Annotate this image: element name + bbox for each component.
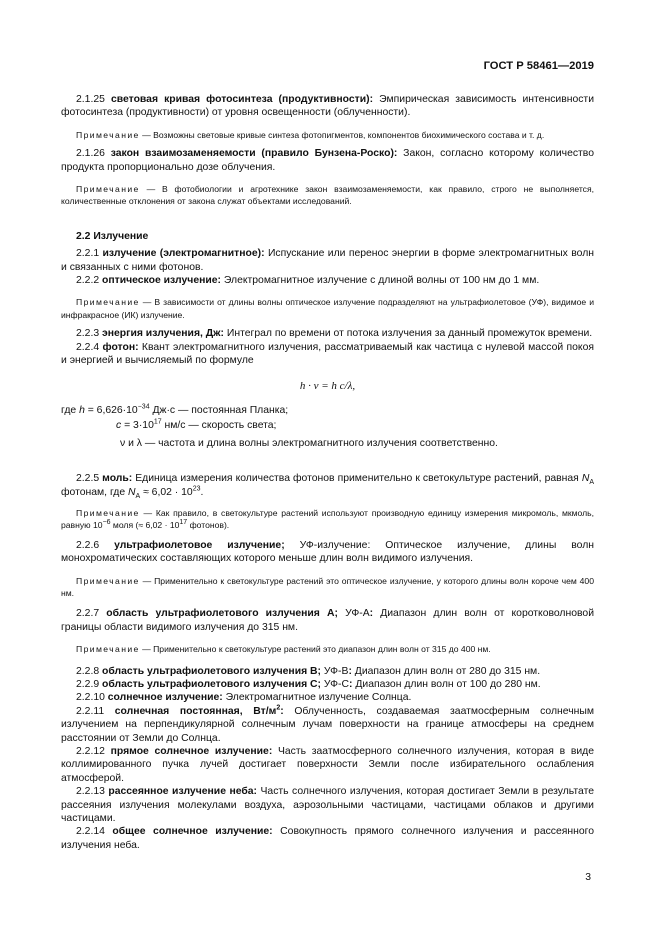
definition: Диапазон длин волн от 280 до 315 нм.	[351, 665, 541, 677]
legend-planck: где $h = 6,626\cdot 10^{-34}$ Дж·с — постоянная Планка;	[61, 403, 289, 416]
note-text: — Возможны световые кривые синтеза фотопигментов, компонентов биохимического состава и т. д.	[139, 129, 545, 140]
term-title: солнечное излучение:	[107, 692, 223, 704]
page-number: 3	[585, 872, 591, 883]
definition: Закон, согласно которому количество продукта пропорционально дозе облучения.	[61, 148, 594, 173]
clause-number: 2.2.14	[76, 826, 113, 838]
term-title: световая кривая фотосинтеза (продуктивности):	[110, 94, 374, 105]
clause-number: 2.1.26	[76, 148, 111, 160]
definition: Диапазон длин волн от 100 до 280 нм.	[352, 679, 541, 690]
photon-formula: h · ν = h c/λ,	[299, 379, 356, 392]
clause-number: 2.2.8	[76, 665, 102, 677]
note-label: Примечание	[76, 297, 140, 308]
definition: Совокупность прямого солнечного излучения и рассеянного излучения неба.	[61, 826, 594, 851]
note-label: Примечание	[76, 129, 140, 140]
legend-frequency-wavelength: ν и λ — частота и длина волны электромагнитного излучения соответственно.	[120, 437, 498, 449]
clause-number: 2.2.12	[76, 746, 111, 758]
term-2-2-4	[61, 341, 594, 368]
note-label: Примечание	[76, 644, 140, 655]
definition: Испускание или перенос энергии в форме электромагнитных волн и связанных с ними фотонов.	[61, 248, 595, 273]
legend-speed-of-light: $c = 3\cdot 10^{17}$ нм/с — скорость света;	[116, 418, 277, 432]
term-title: оптическое излучение:	[102, 275, 221, 287]
note-2-2-5: Примечание — Как правило, в светокультуре растений используют производную единицу измерения микромоль, мкмоль, равную $10^{-6}$ моля (≈ $6,02 \cdot 10^{17}$ фотонов).	[61, 507, 594, 531]
term-2-2-8: 2.2.8 область ультрафиолетового излучения В; УФ-В: Диапазон длин волн от 280 до 315 нм.	[76, 665, 541, 677]
term-2-2-1	[61, 247, 594, 274]
term-2-2-13	[61, 785, 594, 825]
term-title: прямое солнечное излучение:	[110, 746, 273, 758]
note-text: — В фотобиологии и агротехнике закон взаимозаменяемости, как правило, строго не выполняется, количественные отклонения от закона служат объектами исследований.	[61, 184, 594, 207]
clause-number: 2.2.13	[76, 786, 109, 798]
definition: Часть заатмосферного солнечного излучения, которая в виде коллимированного пучка лучей достигает поверхности Земли после избирательного ослабления атмосферой.	[61, 746, 594, 784]
term-title: ультрафиолетовое излучение;	[114, 539, 285, 551]
clause-number: 2.2.9	[76, 679, 102, 690]
term-2-1-26	[61, 147, 594, 174]
term-2-2-6	[61, 539, 594, 566]
term-2-2-14	[61, 825, 594, 852]
term-title: область ультрафиолетового излучения А;	[106, 608, 338, 620]
clause-number: 2.2.2	[76, 275, 102, 287]
term-2-2-7: 2.2.7 область ультрафиолетового излучения А; УФ-А: Диапазон длин волн от коротковолновой границы области видимого излучения до 315 нм.	[61, 608, 595, 633]
note-label: Примечание	[76, 575, 140, 586]
definition: Облученность, создаваемая заатмосферным солнечным излучением на перпендикулярной солнечным лучам поверхности на границе атмосферы на среднем расстоянии от Земли до Солнца.	[61, 705, 594, 744]
term-title: закон взаимозаменяемости (правило Бунзена-Роско):	[110, 148, 398, 160]
term-2-2-5: 2.2.5 моль: Единица измерения количества фотонов применительно к светокультуре растений, равная $N_A$ фотонам, где $N_A \approx 6,02 \cdot 10^{23}$.	[61, 473, 595, 500]
definition: Эмпирическая зависимость интенсивности фотосинтеза (продуктивности) от уровня освещенности (облученности).	[61, 94, 594, 119]
term-2-2-9: 2.2.9 область ультрафиолетового излучения С; УФ-С: Диапазон длин волн от 100 до 280 нм.	[76, 679, 541, 690]
note-label: Примечание	[76, 184, 140, 195]
term-2-2-10	[61, 691, 594, 704]
definition: УФ-излучение: Оптическое излучение, длины волн монохроматических составляющих которого меньше длин волн видимого излучения.	[61, 539, 595, 565]
note-text: — Применительно к светокультуре растений это оптическое излучение, у которого длины волн короче чем 400 нм.	[61, 575, 594, 598]
clause-number: 2.2.10	[76, 692, 108, 704]
definition: Электромагнитное излучение с длиной волны от 100 нм до 1 мм.	[221, 275, 540, 287]
term-2-2-12	[61, 745, 594, 785]
note-2-2-6	[61, 575, 594, 600]
term-title: общее солнечное излучение:	[112, 826, 273, 838]
clause-number: 2.2.7	[76, 608, 107, 620]
definition: Диапазон длин волн от коротковолновой границы области видимого излучения до 315 нм.	[61, 608, 595, 633]
definition: Электромагнитное излучение Солнца.	[222, 692, 412, 704]
term-2-2-3	[61, 327, 594, 340]
term-title: излучение (электромагнитное):	[102, 248, 265, 260]
document-code: ГОСТ Р 58461—2019	[483, 60, 594, 72]
term-title: область ультрафиолетового излучения С;	[102, 679, 321, 690]
page-body	[61, 93, 594, 852]
term-title: энергия излучения, Дж:	[102, 328, 225, 340]
clause-number: 2.2.3	[76, 328, 102, 340]
clause-number: 2.2.5	[76, 473, 103, 485]
note-2-1-25	[61, 129, 594, 141]
note-2-1-26	[61, 183, 594, 208]
term-title: рассеянное излучение неба:	[108, 786, 258, 798]
note-2-2-7	[61, 643, 594, 655]
note-label: Примечание	[76, 507, 140, 518]
term-2-2-11	[61, 705, 594, 745]
note-text: — Применительно к светокультуре растений это диапазон длин волн от 315 до 400 нм.	[139, 644, 491, 655]
section-heading: 2.2 Излучение	[76, 230, 149, 242]
term-title: фотон:	[102, 341, 139, 353]
definition: Квант электромагнитного излучения, рассматриваемый как частица с нулевой массой покоя и энергией и вычисляемый по формуле	[61, 341, 594, 367]
term-2-1-25	[61, 93, 594, 120]
term-title: солнечная постоянная, $Вт/м^2$:	[114, 704, 284, 717]
definition: Интеграл по времени от потока излучения за данный промежуток времени.	[224, 328, 593, 340]
clause-number: 2.2.1	[76, 248, 103, 260]
note-2-2-2	[61, 296, 594, 321]
term-title: область ультрафиолетового излучения В;	[102, 665, 321, 677]
formula-legend	[61, 404, 594, 450]
term-title: моль:	[102, 473, 133, 485]
clause-number: 2.1.25	[76, 94, 111, 105]
note-text: — В зависимости от длины волны оптическое излучение подразделяют на ультрафиолетовое (УФ), видимое и инфракрасное (ИК) излучение.	[61, 297, 594, 320]
clause-number: 2.2.11	[76, 705, 115, 717]
definition: Часть солнечного излучения, которая достигает Земли в результате рассеяния излучения молекулами воздуха, аэрозольными частицами, частицами облаков и другими частицами.	[61, 786, 595, 825]
clause-number: 2.2.4	[76, 341, 103, 353]
term-2-2-2	[61, 274, 594, 287]
clause-number: 2.2.6	[76, 539, 115, 551]
